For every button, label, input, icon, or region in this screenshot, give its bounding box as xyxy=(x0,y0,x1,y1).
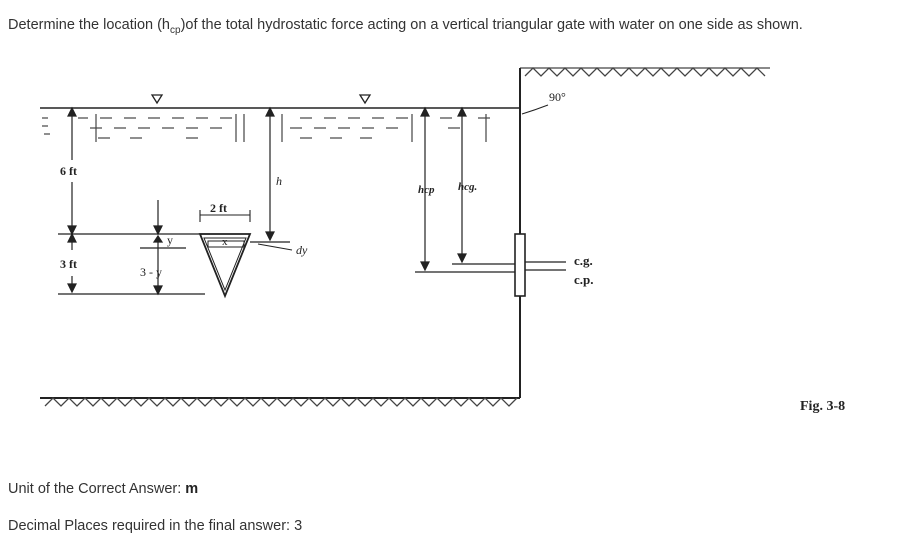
dim-h xyxy=(250,108,290,242)
ground-hatch-bottom xyxy=(45,398,517,406)
decimal-places-line: Decimal Places required in the final answer: 3 xyxy=(8,518,303,534)
dy-leader xyxy=(258,244,292,250)
hcp-label: hcp xyxy=(418,184,435,196)
dim-6ft xyxy=(58,108,210,234)
question-suffix: )of the total hydrostatic force acting on a vertical triangular gate with water on one side as shown. xyxy=(180,17,803,33)
free-surface-marker-2 xyxy=(360,95,370,103)
unit-prefix: Unit of the Correct Answer: xyxy=(8,481,186,497)
question-subscript: cp xyxy=(170,24,181,36)
unit-line xyxy=(8,481,198,497)
three-minus-y-label: 3 - y xyxy=(140,265,162,279)
ground-hatch-top xyxy=(520,68,770,76)
dim-3ft-label: 3 ft xyxy=(60,257,77,271)
water-hatch xyxy=(42,114,490,142)
unit-value: m xyxy=(185,481,199,497)
angle-label: 90° xyxy=(549,90,566,104)
y-label: y xyxy=(167,233,173,247)
gate-side-view xyxy=(515,234,525,296)
hcg-label: hcg. xyxy=(458,181,478,193)
free-surface-marker-1 xyxy=(152,95,162,103)
dim-3ft xyxy=(58,234,205,294)
angle-arrow xyxy=(522,105,548,114)
gate-figure xyxy=(0,50,914,430)
cg-label: c.g. xyxy=(574,253,593,268)
dy-label: dy xyxy=(296,243,308,257)
dim-2ft-label: 2 ft xyxy=(210,201,227,215)
dim-y xyxy=(140,200,186,294)
question-prefix: Determine the location (h xyxy=(8,17,170,33)
h-label: h xyxy=(276,174,282,188)
figure-label: Fig. 3-8 xyxy=(800,399,846,414)
dim-6ft-label: 6 ft xyxy=(60,164,77,178)
cp-label: c.p. xyxy=(574,272,594,287)
question-text xyxy=(8,17,803,36)
x-label: x xyxy=(222,236,228,248)
